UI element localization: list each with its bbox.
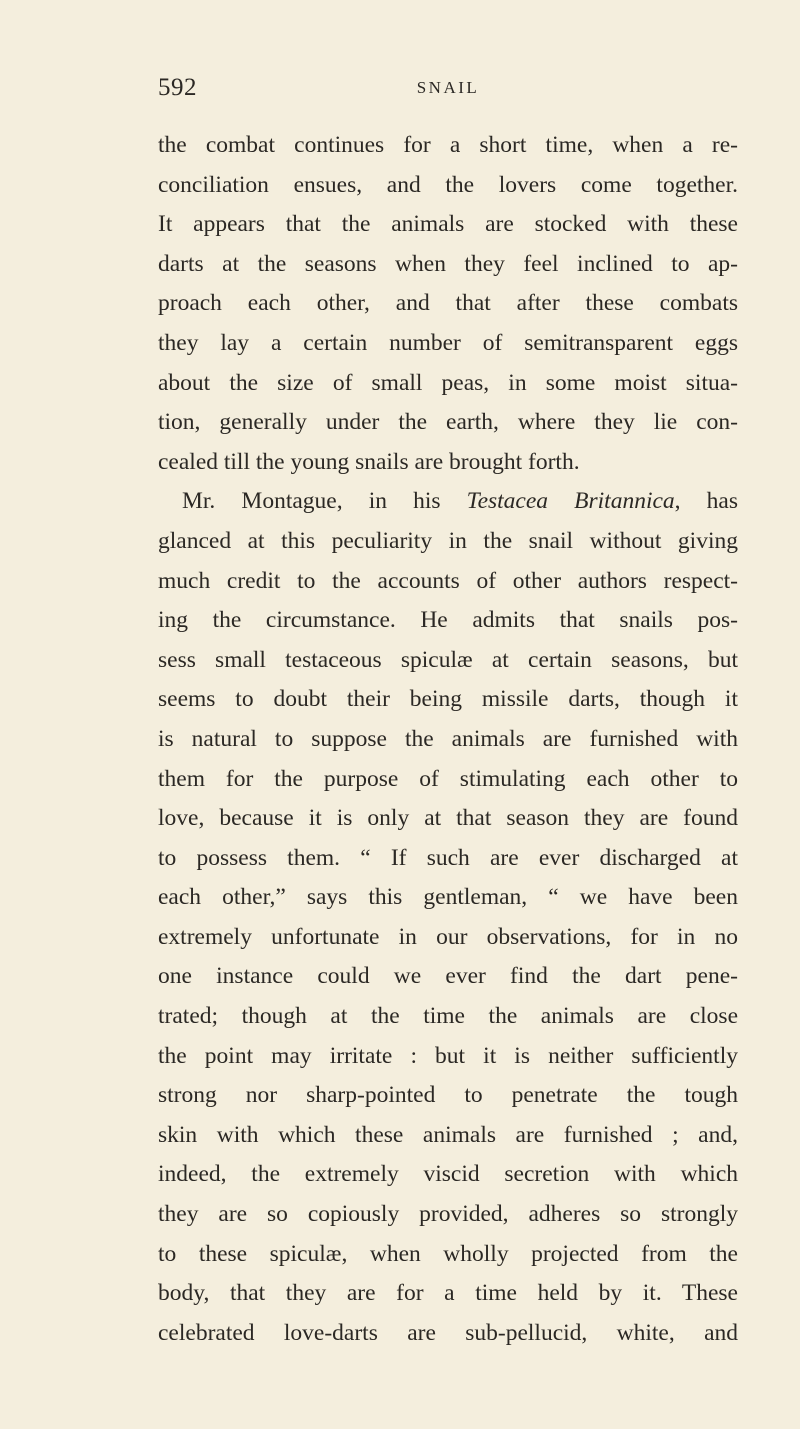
text-line: conciliation ensues, and the lovers come together. bbox=[158, 171, 738, 198]
text-line: much credit to the accounts of other authors respect- bbox=[158, 567, 738, 594]
text-line: to these spiculæ, when wholly projected from the bbox=[158, 1240, 738, 1267]
text-line: tion, generally under the earth, where they lie con- bbox=[158, 409, 738, 436]
text-line: the point may irritate : but it is neither sufficiently bbox=[158, 1042, 738, 1069]
italic-book-title: Testacea Britannica bbox=[466, 488, 675, 515]
text-line: strong nor sharp-pointed to penetrate the tough bbox=[158, 1082, 738, 1109]
text-line: is natural to suppose the animals are furnished with bbox=[158, 725, 738, 752]
text-line: body, that they are for a time held by it. These bbox=[158, 1280, 738, 1307]
text-line: them for the purpose of stimulating each other to bbox=[158, 765, 738, 792]
text-line: celebrated love-darts are sub-pellucid, white, and bbox=[158, 1319, 738, 1346]
text-line: they lay a certain number of semitransparent eggs bbox=[158, 329, 738, 356]
text-line: one instance could we ever find the dart pene- bbox=[158, 963, 738, 990]
text-run: , has bbox=[674, 488, 738, 515]
text-line: darts at the seasons when they feel inclined to ap- bbox=[158, 250, 738, 277]
body-text bbox=[158, 126, 738, 1353]
text-line: trated; though at the time the animals are close bbox=[158, 1003, 738, 1030]
running-head-title: SNAIL bbox=[416, 78, 480, 97]
running-head bbox=[158, 74, 738, 114]
text-line: about the size of small peas, in some moist situa- bbox=[158, 369, 738, 396]
text-line: cealed till the young snails are brought forth. bbox=[158, 448, 580, 475]
text-line: glanced at this peculiarity in the snail without giving bbox=[158, 527, 738, 554]
text-line: love, because it is only at that season they are found bbox=[158, 805, 738, 832]
text-line: indeed, the extremely viscid secretion with which bbox=[158, 1161, 738, 1188]
text-line: It appears that the animals are stocked with these bbox=[158, 211, 738, 238]
text-line: they are so copiously provided, adheres so strongly bbox=[158, 1201, 738, 1228]
text-line: the combat continues for a short time, when a re- bbox=[158, 132, 738, 158]
text-line: seems to doubt their being missile darts, though it bbox=[158, 686, 738, 713]
text-line: to possess them. “ If such are ever discharged at bbox=[158, 844, 738, 871]
text-run: Mr. Montague, in his bbox=[182, 488, 467, 515]
text-line: sess small testaceous spiculæ at certain seasons, but bbox=[158, 646, 738, 673]
text-line: proach each other, and that after these combats bbox=[158, 290, 738, 317]
text-line: ing the circumstance. He admits that snails pos- bbox=[158, 607, 738, 634]
text-line: skin with which these animals are furnished ; and, bbox=[158, 1121, 738, 1148]
text-line: extremely unfortunate in our observations, for in no bbox=[158, 923, 738, 950]
text-line: each other,” says this gentleman, “ we have been bbox=[158, 884, 738, 911]
text-line-with-italic-title bbox=[158, 482, 738, 522]
page-number: 592 bbox=[158, 74, 197, 101]
